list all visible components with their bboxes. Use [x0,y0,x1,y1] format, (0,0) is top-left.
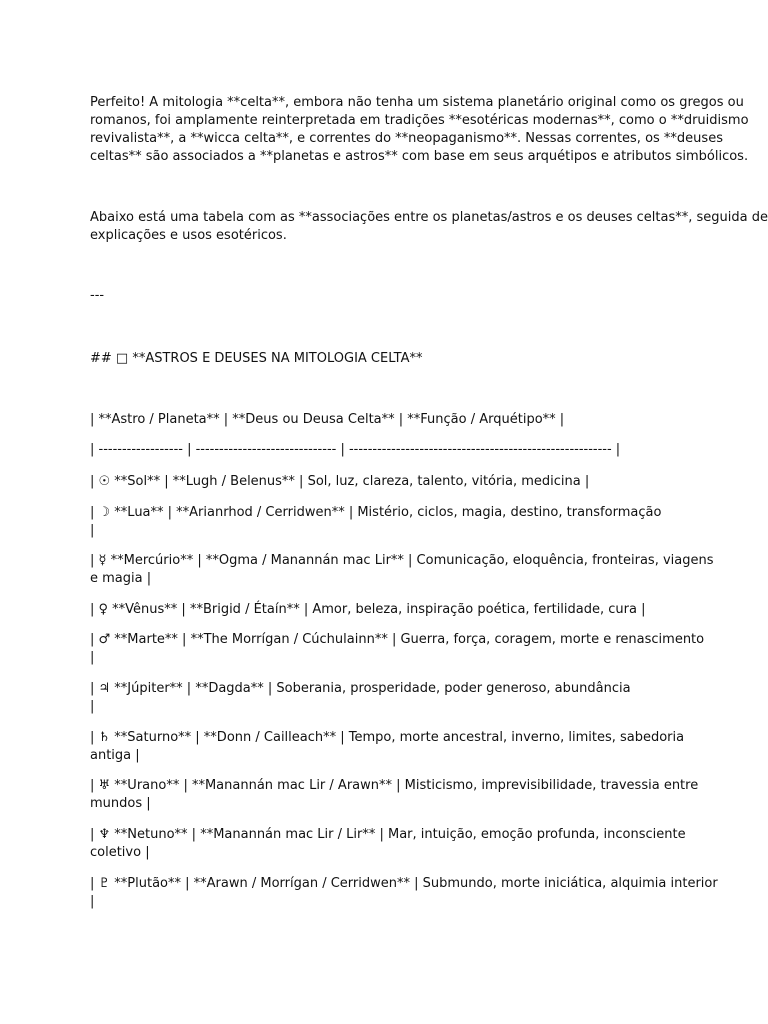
table-row-netuno-continuation: coletivo | [90,845,150,860]
table-row-venus: | ♀ **Vênus** | **Brigid / Étaín** | Amor, beleza, inspiração poética, fertilidade, cura | [90,602,646,617]
table-header: | **Astro / Planeta** | **Deus ou Deusa Celta** | **Função / Arquétipo** | [90,412,565,427]
table-row-marte-continuation: | [90,650,95,665]
table-row-urano: | ♅ **Urano** | **Manannán mac Lir / Arawn** | Misticismo, imprevisibilidade, travessia entre [90,778,699,793]
separator: --- [90,288,105,303]
table-row-sol: | ☉ **Sol** | **Lugh / Belenus** | Sol, luz, clareza, talento, vitória, medicina | [90,474,590,489]
table-intro-line-2: explicações e usos esotéricos. [90,228,287,243]
table-row-mercurio-continuation: e magia | [90,571,152,586]
section-heading: ## □ **ASTROS E DEUSES NA MITOLOGIA CELTA** [90,351,423,366]
table-row-plutao: | ♇ **Plutão** | **Arawn / Morrígan / Cerridwen** | Submundo, morte iniciática, alquimia interior [90,876,718,891]
table-row-marte: | ♂ **Marte** | **The Morrígan / Cúchulainn** | Guerra, força, coragem, morte e renascimento [90,632,705,647]
table-row-jupiter: | ♃ **Júpiter** | **Dagda** | Soberania, prosperidade, poder generoso, abundância [90,681,631,696]
table-divider: | ------------------ | ------------------------------ | -------------------------------------------------------- | [90,442,621,457]
intro-line-2: romanos, foi amplamente reinterpretada em tradições **esotéricas modernas**, como o **druidismo [90,113,749,128]
table-row-plutao-continuation: | [90,894,95,909]
table-row-lua-continuation: | [90,523,95,538]
intro-line-3: revivalista**, a **wicca celta**, e correntes do **neopaganismo**. Nessas correntes, os **deuses [90,131,723,146]
table-row-jupiter-continuation: | [90,699,95,714]
table-row-urano-continuation: mundos | [90,796,151,811]
table-row-lua: | ☽ **Lua** | **Arianrhod / Cerridwen** | Mistério, ciclos, magia, destino, transformação [90,505,662,520]
intro-line-4: celtas** são associados a **planetas e astros** com base em seus arquétipos e atributos simbólicos. [90,149,749,164]
table-row-saturno-continuation: antiga | [90,748,140,763]
table-row-saturno: | ♄ **Saturno** | **Donn / Cailleach** | Tempo, morte ancestral, inverno, limites, sabedoria [90,730,685,745]
intro-line-1: Perfeito! A mitologia **celta**, embora não tenha um sistema planetário original como os gregos ou [90,95,744,110]
table-intro-line-1: Abaixo está uma tabela com as **associações entre os planetas/astros e os deuses celtas**, seguida de [90,210,768,225]
table-row-mercurio: | ☿ **Mercúrio** | **Ogma / Manannán mac Lir** | Comunicação, eloquência, fronteiras, viagens [90,553,714,568]
table-row-netuno: | ♆ **Netuno** | **Manannán mac Lir / Lir** | Mar, intuição, emoção profunda, inconsciente [90,827,686,842]
